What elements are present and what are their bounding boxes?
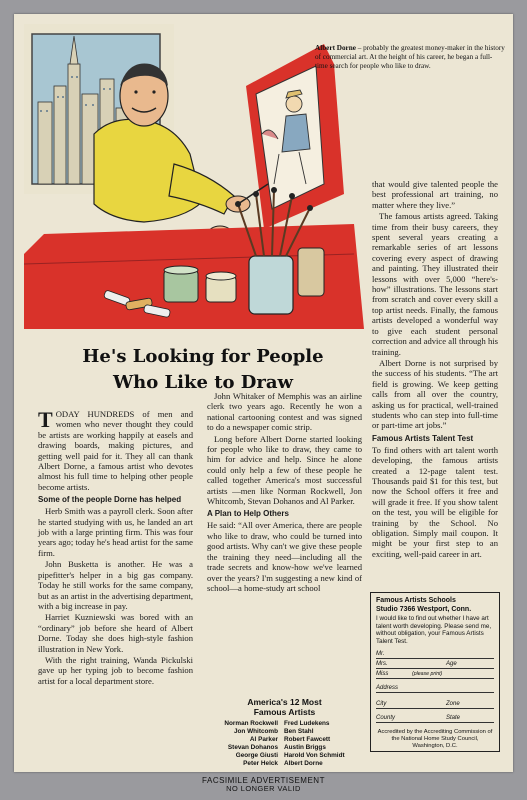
city-label: City <box>376 701 387 708</box>
text-column-3 <box>372 179 498 560</box>
coupon-header-1: Famous Artists Schools <box>376 597 456 604</box>
intro-smallcaps: ODAY HUNDREDS <box>55 409 135 419</box>
zone-label: Zone <box>446 701 460 708</box>
county-label: County <box>376 715 396 722</box>
subhead-people-helped: Some of the people Dorne has helped <box>38 495 182 505</box>
artists-table <box>221 720 347 768</box>
address-label: Address <box>376 685 399 692</box>
advertisement-page <box>14 14 513 772</box>
artist-name: Stevan Dohanos <box>227 744 278 751</box>
footer-line-2: NO LONGER VALID <box>226 784 301 793</box>
headline-line-1: He's Looking for People <box>82 346 324 367</box>
please-print-label: (please print) <box>412 671 443 678</box>
artists-title-1: America's 12 Most <box>247 697 322 707</box>
artist-name: Jon Whitcomb <box>233 728 278 735</box>
coupon-body: I would like to find out whether I have art talent worth developing. Please send me, without obligation, your Famous Artists Talent Test. <box>376 615 492 645</box>
caption-name: Albert Dorne <box>315 44 356 52</box>
headline <box>38 344 368 396</box>
paragraph-long-before: Long before Albert Dorne started looking for people who like to draw, they came to him for advice and help. Since he alone could only help a few of these people he called together America's most successful artists —men like Norman Rockwell, Jon Whitcomb, Stevan Dohanos and Al Parker. <box>207 433 362 507</box>
miss-label: Miss <box>376 671 389 678</box>
artist-name: Robert Fawcett <box>284 736 331 743</box>
paragraph-wanda: With the right training, Wanda Pickulski gave up her typing job to become fashion artist for a local department store. <box>38 654 193 686</box>
mail-coupon[interactable] <box>370 592 500 752</box>
facsimile-footer <box>0 776 527 793</box>
artist-name: Austin Briggs <box>284 744 326 751</box>
state-label: State <box>446 715 461 722</box>
age-label: Age <box>446 661 457 668</box>
artist-name: George Giusti <box>235 752 278 759</box>
paragraph-herb-smith: Herb Smith was a payroll clerk. Soon after he started studying with us, he landed an art job with a large printing firm. This was four years ago; today he's head artist for the same firm. <box>38 506 193 558</box>
coupon-field-miss[interactable] <box>376 671 494 679</box>
paragraph-artists-agreed: The famous artists agreed. Taking time from their busy careers, they spent several years creating a remarkable series of art lessons covering every aspect of drawing and painting. They illustrated their lessons with over 5,000 “here's-how” illustrations. The lessons start from scratch and cover every skill a top artist needs. Finally, the famous artists developed a wonderful way to give each student personal correction and advice all through his training. <box>372 211 498 357</box>
paragraph-continued: that would give talented people the best professional art training, no matter where they live.” <box>372 179 498 210</box>
artist-name: Albert Dorne <box>284 760 323 767</box>
artist-name: Fred Ludekens <box>284 720 330 727</box>
paragraph-he-said: He said: “All over America, there are people who like to draw, who could be turned into good artists. Why can't we give these people the training they need—including all the trade secrets and know-how we've learned over the years? I'm suggesting a new kind of school—a home-study art school <box>207 520 362 593</box>
intro-text: of men and women who never thought they could be artists are working happily at easels and drawing boards, making pictures, and getting well paid for it. They all can thank Albert Dorne, a famous artist who devotes almost his full time to helping other people become artists. <box>38 409 194 492</box>
coupon-accredited: Accredited by the Accrediting Commission of the National Home Study Council, Washington, D.C. <box>377 729 493 749</box>
drop-cap: T <box>38 407 53 432</box>
subhead-plan: A Plan to Help Others <box>207 509 289 519</box>
illustration-caption <box>315 44 505 72</box>
subhead-talent-test: Famous Artists Talent Test <box>372 433 474 443</box>
intro-paragraph <box>38 409 193 492</box>
paragraph-talent-test: To find others with art talent worth developing, the famous artists created a 12-page talent test. Thousands paid $1 for this test, but now the School offers it free and will grade it free. If you show talent on the test, you will be eligible for training by the School. No obligation. Simply mail coupon. It might be your first step to an exciting, well-paid career in art. <box>372 444 498 559</box>
caption-text: – probably the greatest money-maker in the history of commercial art. At the height of his career, he began a full-time search for people who like to draw. <box>315 44 505 71</box>
artist-name: Harold Von Schmidt <box>284 752 345 759</box>
mr-label: Mr. <box>376 651 385 658</box>
coupon-field-city[interactable] <box>376 701 494 709</box>
text-column-1 <box>38 409 193 687</box>
coupon-field-mr[interactable] <box>376 651 494 659</box>
coupon-header-2: Studio 7366 Westport, Conn. <box>376 605 472 613</box>
artist-name: Al Parker <box>249 736 278 743</box>
artists-title-2: Famous Artists <box>253 707 316 717</box>
paragraph-harriet: Harriet Kuzniewski was bored with an “ordinary” job before she heard of Albert Dorne. Today she does high-style fashion illustration in New York. <box>38 612 193 654</box>
artist-name: Peter Helck <box>243 760 278 767</box>
mrs-label: Mrs. <box>376 661 388 668</box>
coupon-field-mrs[interactable] <box>376 661 494 669</box>
coupon-field-address[interactable] <box>376 685 494 693</box>
famous-artists-list <box>207 697 362 768</box>
footer-line-1: FACSIMILE ADVERTISEMENT <box>202 776 325 785</box>
paragraph-john-busketta: John Busketta is another. He was a pipefitter's helper in a big gas company. Today he still works for the same company, but as an artist in the advertising department, with a big increase in pay. <box>38 559 193 611</box>
text-column-2 <box>207 391 362 594</box>
paragraph-john-whitaker: John Whitaker of Memphis was an airline clerk two years ago. Recently he won a national cartooning contest and was signed to do a newspaper comic strip. <box>207 391 362 433</box>
headline-line-2: Who Like to Draw <box>112 372 294 393</box>
artist-name: Norman Rockwell <box>224 720 278 727</box>
artist-name: Ben Stahl <box>284 728 314 735</box>
paragraph-not-surprised: Albert Dorne is not surprised by the success of his students. “The art field is growing. We keep getting calls from all over the country, asking us for practical, well-trained students who can step into full-time or part-time art jobs.” <box>372 357 498 431</box>
coupon-field-county[interactable] <box>376 715 494 723</box>
